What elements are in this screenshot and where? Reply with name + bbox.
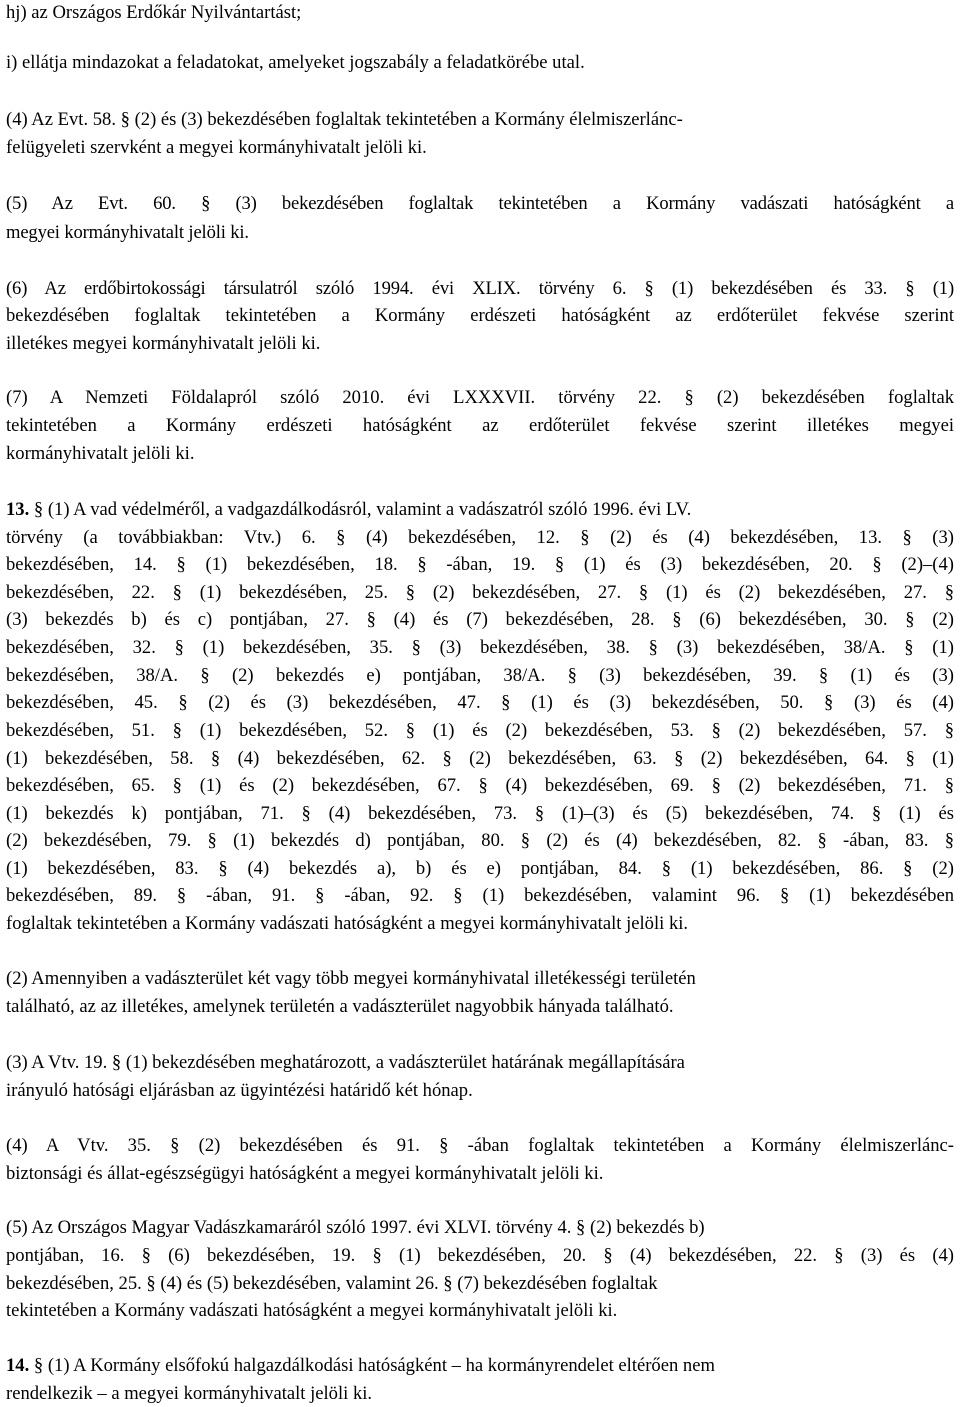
line-text: bekezdésében, 45. § (2) és (3) bekezdésében, 47. § (1) és (3) bekezdésében, 50. § (3) és (4) — [6, 692, 954, 713]
text-line — [6, 385, 954, 411]
line-text: (6) Az erdőbirtokossági társulatról szóló 1994. évi XLIX. törvény 6. § (1) bekezdésében és 33. § (1) — [6, 278, 954, 299]
text-line — [6, 663, 954, 689]
line-text: (5) Az Országos Magyar Vadászkamaráról szóló 1997. évi XLVI. törvény 4. § (2) bekezdés b) — [6, 1217, 705, 1238]
text-line — [6, 0, 301, 26]
text-line — [6, 966, 696, 992]
line-text: (4) Az Evt. 58. § (2) és (3) bekezdésében foglaltak tekintetében a Kormány élelmiszerlánc- — [6, 109, 683, 130]
line-text: foglaltak tekintetében a Kormány vadászati hatóságként a megyei kormányhivatalt jelöli ki. — [6, 913, 689, 934]
text-line — [6, 220, 249, 246]
line-text: bekezdésében, 65. § (1) és (2) bekezdésében, 67. § (4) bekezdésében, 69. § (2) bekezdésében, 71. § — [6, 775, 954, 796]
line-text: bekezdésében, 89. § -ában, 91. § -ában, 92. § (1) bekezdésében, valamint 96. § (1) bekezdésében — [6, 885, 954, 906]
line-text: (1) bekezdésében, 58. § (4) bekezdésében, 62. § (2) bekezdésében, 63. § (2) bekezdésében, 64. § (1) — [6, 748, 954, 769]
line-text: bekezdésében foglaltak tekintetében a Kormány erdészeti hatóságként az erdőterület fekvése szerint — [6, 305, 954, 326]
text-line — [6, 828, 954, 854]
text-line — [6, 580, 954, 606]
section-number: 13. — [6, 499, 30, 520]
text-line — [6, 50, 585, 76]
line-text: bekezdésében, 32. § (1) bekezdésében, 35. § (3) bekezdésében, 38. § (3) bekezdésében, 38/A. § (1) — [6, 637, 954, 658]
text-line — [6, 1078, 473, 1104]
line-text: bekezdésében, 25. § (4) és (5) bekezdésében, valamint 26. § (7) bekezdésében foglaltak — [6, 1273, 658, 1294]
text-line — [6, 801, 954, 827]
text-line — [6, 331, 320, 357]
text-line — [6, 413, 954, 439]
line-text: § (1) A Kormány elsőfokú halgazdálkodási hatóságként – ha kormányrendelet eltérően nem — [29, 1355, 715, 1376]
line-text: pontjában, 16. § (6) bekezdésében, 19. § (1) bekezdésében, 20. § (4) bekezdésében, 22. § (3) és (4) — [6, 1245, 954, 1266]
text-line — [6, 525, 954, 551]
line-text: (3) A Vtv. 19. § (1) bekezdésében meghatározott, a vadászterület határának megállapítására — [6, 1052, 685, 1073]
line-text: megyei kormányhivatalt jelöli ki. — [6, 222, 249, 243]
text-line — [6, 773, 954, 799]
text-line — [6, 107, 683, 133]
text-line — [6, 911, 688, 937]
text-line — [6, 994, 674, 1020]
text-line — [6, 883, 954, 909]
line-text: tekintetében a Kormány erdészeti hatóságként az erdőterület fekvése szerint illetékes megyei — [6, 415, 954, 436]
line-text: illetékes megyei kormányhivatalt jelöli ki. — [6, 333, 321, 354]
line-text: (1) bekezdés k) pontjában, 71. § (4) bekezdésében, 73. § (1)–(3) és (5) bekezdésében, 74. § (1) és — [6, 803, 954, 824]
line-text: bekezdésében, 22. § (1) bekezdésében, 25. § (2) bekezdésében, 27. § (1) és (2) bekezdésében, 27. § — [6, 582, 954, 603]
text-line — [6, 607, 954, 633]
text-line — [6, 1381, 372, 1407]
text-line — [6, 1271, 658, 1297]
line-text: felügyeleti szervként a megyei kormányhivatalt jelöli ki. — [6, 137, 427, 158]
line-text: (7) A Nemzeti Földalapról szóló 2010. évi LXXXVII. törvény 22. § (2) bekezdésében foglaltak — [6, 387, 954, 408]
text-line — [6, 552, 954, 578]
text-line — [6, 135, 427, 161]
line-text: (4) A Vtv. 35. § (2) bekezdésében és 91. § -ában foglaltak tekintetében a Kormány élelmiszerlánc- — [6, 1135, 954, 1156]
section-number: 14. — [6, 1355, 30, 1376]
text-line — [6, 1133, 954, 1159]
text-line — [6, 718, 954, 744]
line-text: (1) bekezdésében, 83. § (4) bekezdés a), b) és e) pontjában, 84. § (1) bekezdésében, 86. § (2) — [6, 858, 954, 879]
line-text: (3) bekezdés b) és c) pontjában, 27. § (4) és (7) bekezdésében, 28. § (6) bekezdésében, 30. § (2) — [6, 609, 954, 630]
line-text: irányuló hatósági eljárásban az ügyintézési határidő két hónap. — [6, 1080, 473, 1101]
text-line — [6, 1298, 617, 1324]
line-text: törvény (a továbbiakban: Vtv.) 6. § (4) bekezdésében, 12. § (2) és (4) bekezdésében, 13. § (3) — [6, 527, 954, 548]
line-text: bekezdésében, 14. § (1) bekezdésében, 18. § -ában, 19. § (1) és (3) bekezdésében, 20. § (2)–(4) — [6, 554, 954, 575]
text-line — [6, 1353, 715, 1379]
text-line — [6, 1215, 705, 1241]
text-line — [6, 746, 954, 772]
line-text: (2) Amennyiben a vadászterület két vagy több megyei kormányhivatal illetékességi területén — [6, 968, 696, 989]
line-text: i) ellátja mindazokat a feladatokat, amelyeket jogszabály a feladatkörébe utal. — [6, 52, 585, 73]
line-text: kormányhivatalt jelöli ki. — [6, 443, 195, 464]
text-line — [6, 497, 691, 523]
line-text: tekintetében a Kormány vadászati hatóságként a megyei kormányhivatalt jelöli ki. — [6, 1300, 618, 1321]
text-line — [6, 690, 954, 716]
text-line — [6, 191, 954, 217]
line-text: (2) bekezdésében, 79. § (1) bekezdés d) pontjában, 80. § (2) és (4) bekezdésében, 82. § -ában, 83. § — [6, 830, 954, 851]
text-line — [6, 441, 194, 467]
text-line — [6, 1161, 603, 1187]
line-text: biztonsági és állat-egészségügyi hatóságként a megyei kormányhivatalt jelöli ki. — [6, 1163, 604, 1184]
line-text: hj) az Országos Erdőkár Nyilvántartást; — [6, 2, 302, 23]
line-text: bekezdésében, 38/A. § (2) bekezdés e) pontjában, 38/A. § (3) bekezdésében, 39. § (1) és (3) — [6, 665, 954, 686]
line-text: § (1) A vad védelméről, a vadgazdálkodásról, valamint a vadászatról szóló 1996. évi LV. — [29, 499, 692, 520]
line-text: található, az az illetékes, amelynek területén a vadászterület nagyobbik hányada található. — [6, 996, 674, 1017]
text-line — [6, 635, 954, 661]
text-line — [6, 856, 954, 882]
text-line — [6, 1050, 685, 1076]
text-line — [6, 303, 954, 329]
text-line — [6, 276, 954, 302]
line-text: (5) Az Evt. 60. § (3) bekezdésében foglaltak tekintetében a Kormány vadászati hatóságként a — [6, 193, 954, 214]
line-text: bekezdésében, 51. § (1) bekezdésében, 52. § (1) és (2) bekezdésében, 53. § (2) bekezdésében, 57. § — [6, 720, 954, 741]
text-line — [6, 1243, 954, 1269]
line-text: rendelkezik – a megyei kormányhivatalt jelöli ki. — [6, 1383, 373, 1404]
